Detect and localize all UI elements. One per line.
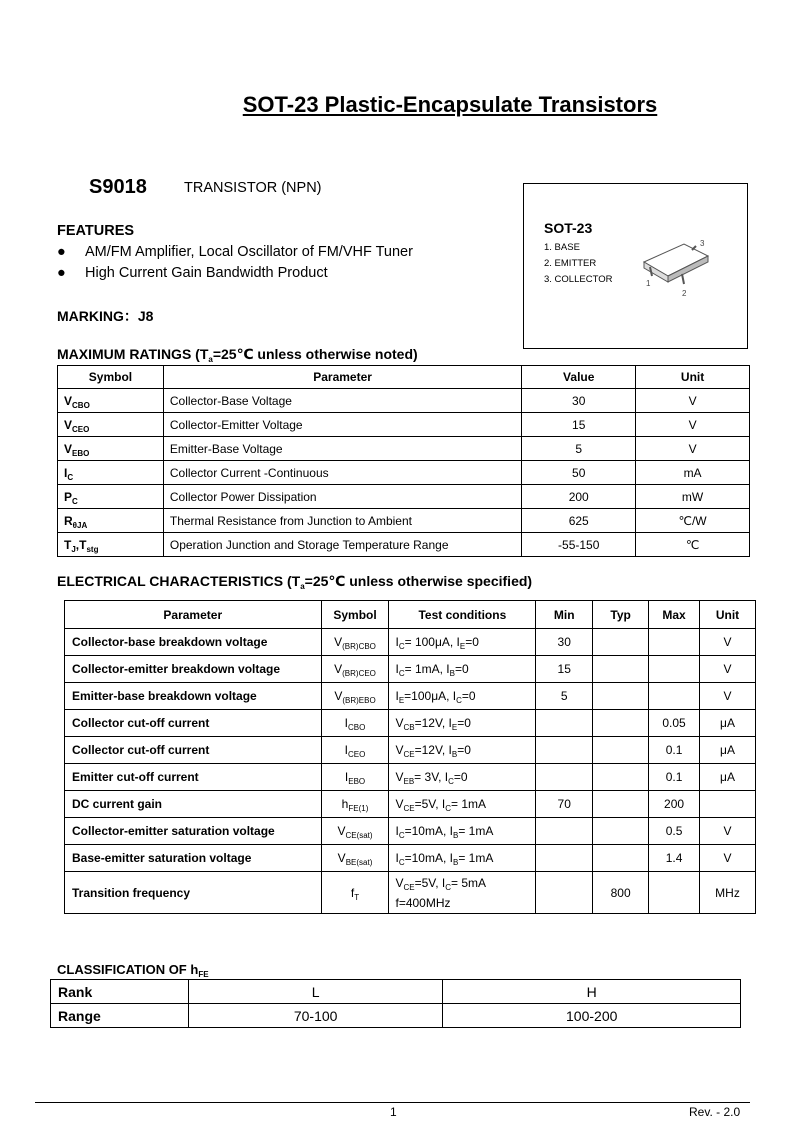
symbol-cell: $V_{CEO}$	[58, 413, 164, 437]
parameter-cell: Emitter-Base Voltage	[163, 437, 521, 461]
typ-cell	[593, 791, 649, 818]
column-header: Symbol	[58, 366, 164, 389]
table-row	[65, 656, 756, 683]
parameter-cell: Collector cut-off current	[65, 710, 322, 737]
pin-number: 2	[682, 289, 687, 298]
table-row	[65, 710, 756, 737]
unit-cell: V	[636, 389, 750, 413]
pin-number: 1	[646, 279, 651, 288]
max-cell	[649, 683, 700, 710]
test-condition-cell: $I_E=100\mu A$, $I_C=0$	[389, 683, 536, 710]
classification-heading: CLASSIFICATION OF $h_{FE}$	[57, 962, 209, 979]
unit-cell: V	[700, 683, 756, 710]
min-cell	[536, 872, 593, 914]
table-row	[65, 818, 756, 845]
unit-cell: V	[700, 818, 756, 845]
max-cell: 200	[649, 791, 700, 818]
parameter-cell: Emitter cut-off current	[65, 764, 322, 791]
parameter-cell: Collector Current -Continuous	[163, 461, 521, 485]
symbol-cell: $V_{CE(sat)}$	[321, 818, 389, 845]
max-ratings-table	[57, 365, 750, 557]
table-row	[65, 845, 756, 872]
min-cell	[536, 845, 593, 872]
page-title: SOT-23 Plastic-Encapsulate Transistors	[242, 92, 658, 117]
table-row	[58, 533, 750, 557]
max-cell: 0.05	[649, 710, 700, 737]
symbol-cell: $f_T$	[321, 872, 389, 914]
min-cell	[536, 710, 593, 737]
table-row	[65, 872, 756, 914]
typ-cell	[593, 656, 649, 683]
symbol-cell: $V_{(BR)CBO}$	[321, 629, 389, 656]
symbol-cell: $V_{CBO}$	[58, 389, 164, 413]
parameter-cell: Emitter-base breakdown voltage	[65, 683, 322, 710]
test-condition-cell: $V_{CB}=12V$, $I_E=0$	[389, 710, 536, 737]
unit-cell: V	[636, 413, 750, 437]
electrical-table	[64, 600, 756, 914]
table-row	[58, 413, 750, 437]
footer-divider	[35, 1102, 750, 1103]
parameter-cell: DC current gain	[65, 791, 322, 818]
range-cell: 100-200	[443, 1004, 741, 1028]
value-cell: 15	[522, 413, 636, 437]
unit-cell: MHz	[700, 872, 756, 914]
table-row	[65, 737, 756, 764]
min-cell: 5	[536, 683, 593, 710]
table-row	[51, 980, 741, 1004]
rank-cell: L	[188, 980, 443, 1004]
max-ratings-heading: MAXIMUM RATINGS ($T_a=25℃$ unless otherwise noted)	[57, 346, 418, 364]
test-condition-cell: $V_{EB}= 3V$, $I_C=0$	[389, 764, 536, 791]
electrical-heading: ELECTRICAL CHARACTERISTICS ($T_a=25℃$ unless otherwise specified)	[57, 573, 533, 591]
parameter-cell: Collector-emitter breakdown voltage	[65, 656, 322, 683]
unit-cell: μA	[700, 737, 756, 764]
value-cell: 625	[522, 509, 636, 533]
parameter-cell: Collector Power Dissipation	[163, 485, 521, 509]
parameter-cell: Base-emitter saturation voltage	[65, 845, 322, 872]
feature-item: ● High Current Gain Bandwidth Product	[57, 265, 328, 281]
unit-cell: ℃/W	[636, 509, 750, 533]
part-description: TRANSISTOR (NPN)	[184, 180, 322, 196]
unit-cell: V	[636, 437, 750, 461]
table-row	[58, 461, 750, 485]
typ-cell	[593, 737, 649, 764]
marking: MARKING：J8	[57, 308, 154, 324]
unit-cell: mW	[636, 485, 750, 509]
page-number: 1	[390, 1105, 397, 1119]
min-cell	[536, 818, 593, 845]
value-cell: 5	[522, 437, 636, 461]
pin-label: 2. EMITTER	[544, 258, 597, 269]
unit-cell: V	[700, 845, 756, 872]
symbol-cell: $R_{\theta JA}$	[58, 509, 164, 533]
value-cell: 30	[522, 389, 636, 413]
range-cell: 70-100	[188, 1004, 443, 1028]
min-cell: 30	[536, 629, 593, 656]
max-cell: 0.5	[649, 818, 700, 845]
pin-label: 3. COLLECTOR	[544, 274, 613, 285]
column-header: Max	[649, 601, 700, 629]
unit-cell: μA	[700, 764, 756, 791]
max-cell: 1.4	[649, 845, 700, 872]
unit-cell: V	[700, 629, 756, 656]
table-row	[65, 791, 756, 818]
feature-item: ● AM/FM Amplifier, Local Oscillator of FM/VHF Tuner	[57, 244, 413, 260]
value-cell: -55-150	[522, 533, 636, 557]
min-cell	[536, 737, 593, 764]
column-header: Symbol	[321, 601, 389, 629]
value-cell: 50	[522, 461, 636, 485]
test-condition-cell: $V_{CE}=5V$, $I_C= 1mA$	[389, 791, 536, 818]
typ-cell	[593, 818, 649, 845]
table-row	[65, 683, 756, 710]
max-cell: 0.1	[649, 737, 700, 764]
unit-cell: mA	[636, 461, 750, 485]
table-row	[65, 764, 756, 791]
symbol-cell: $V_{(BR)CEO}$	[321, 656, 389, 683]
typ-cell	[593, 764, 649, 791]
test-condition-cell: $I_C= 1mA$, $I_B=0$	[389, 656, 536, 683]
table-row	[58, 485, 750, 509]
rank-label: Rank	[51, 980, 189, 1004]
column-header: Test conditions	[389, 601, 536, 629]
bullet-icon: ●	[57, 244, 66, 260]
column-header: Min	[536, 601, 593, 629]
column-header: Value	[522, 366, 636, 389]
max-cell	[649, 656, 700, 683]
symbol-cell: $I_{CEO}$	[321, 737, 389, 764]
table-row	[51, 1004, 741, 1028]
test-condition-cell: $I_C=10mA$, $I_B= 1mA$	[389, 845, 536, 872]
symbol-cell: $P_C$	[58, 485, 164, 509]
rank-cell: H	[443, 980, 741, 1004]
parameter-cell: Collector cut-off current	[65, 737, 322, 764]
symbol-cell: $T_J,T_{stg}$	[58, 533, 164, 557]
column-header: Parameter	[163, 366, 521, 389]
bullet-icon: ●	[57, 265, 66, 281]
parameter-cell: Collector-base breakdown voltage	[65, 629, 322, 656]
unit-cell	[700, 791, 756, 818]
column-header: Unit	[636, 366, 750, 389]
test-condition-cell: $I_C= 100\mu A$, $I_E=0$	[389, 629, 536, 656]
typ-cell	[593, 683, 649, 710]
parameter-cell: Collector-Base Voltage	[163, 389, 521, 413]
symbol-cell: $I_{CBO}$	[321, 710, 389, 737]
typ-cell	[593, 629, 649, 656]
table-header-row	[65, 601, 756, 629]
min-cell: 15	[536, 656, 593, 683]
max-cell: 0.1	[649, 764, 700, 791]
symbol-cell: $V_{EBO}$	[58, 437, 164, 461]
package-name: SOT-23	[544, 220, 593, 236]
table-header-row	[58, 366, 750, 389]
parameter-cell: Collector-emitter saturation voltage	[65, 818, 322, 845]
symbol-cell: $I_C$	[58, 461, 164, 485]
value-cell: 200	[522, 485, 636, 509]
min-cell: 70	[536, 791, 593, 818]
symbol-cell: $V_{(BR)EBO}$	[321, 683, 389, 710]
symbol-cell: $I_{EBO}$	[321, 764, 389, 791]
test-condition-cell: $V_{CE}=12V$, $I_B=0$	[389, 737, 536, 764]
features-heading: FEATURES	[57, 223, 135, 239]
test-condition-cell: $I_C=10mA$, $I_B= 1mA$	[389, 818, 536, 845]
typ-cell	[593, 845, 649, 872]
parameter-cell: Collector-Emitter Voltage	[163, 413, 521, 437]
pin-number: 3	[700, 239, 705, 248]
parameter-cell: Transition frequency	[65, 872, 322, 914]
range-label: Range	[51, 1004, 189, 1028]
package-box	[523, 183, 748, 349]
sot23-package-icon	[636, 234, 716, 304]
parameter-cell: Thermal Resistance from Junction to Ambient	[163, 509, 521, 533]
table-row	[58, 437, 750, 461]
pin-label: 1. BASE	[544, 242, 580, 253]
max-cell	[649, 872, 700, 914]
typ-cell	[593, 710, 649, 737]
max-cell	[649, 629, 700, 656]
table-row	[65, 629, 756, 656]
symbol-cell: $V_{BE(sat)}$	[321, 845, 389, 872]
parameter-cell: Operation Junction and Storage Temperature Range	[163, 533, 521, 557]
typ-cell: 800	[593, 872, 649, 914]
column-header: Unit	[700, 601, 756, 629]
table-row	[58, 389, 750, 413]
unit-cell: μA	[700, 710, 756, 737]
part-number: S9018	[89, 176, 147, 198]
classification-table	[50, 979, 741, 1028]
unit-cell: ℃	[636, 533, 750, 557]
column-header: Typ	[593, 601, 649, 629]
revision: Rev. - 2.0	[689, 1105, 741, 1119]
unit-cell: V	[700, 656, 756, 683]
table-row	[58, 509, 750, 533]
min-cell	[536, 764, 593, 791]
column-header: Parameter	[65, 601, 322, 629]
test-condition-cell: $V_{CE}=5V$, $I_C= 5mA$ f=400MHz	[389, 872, 536, 914]
symbol-cell: $h_{FE(1)}$	[321, 791, 389, 818]
